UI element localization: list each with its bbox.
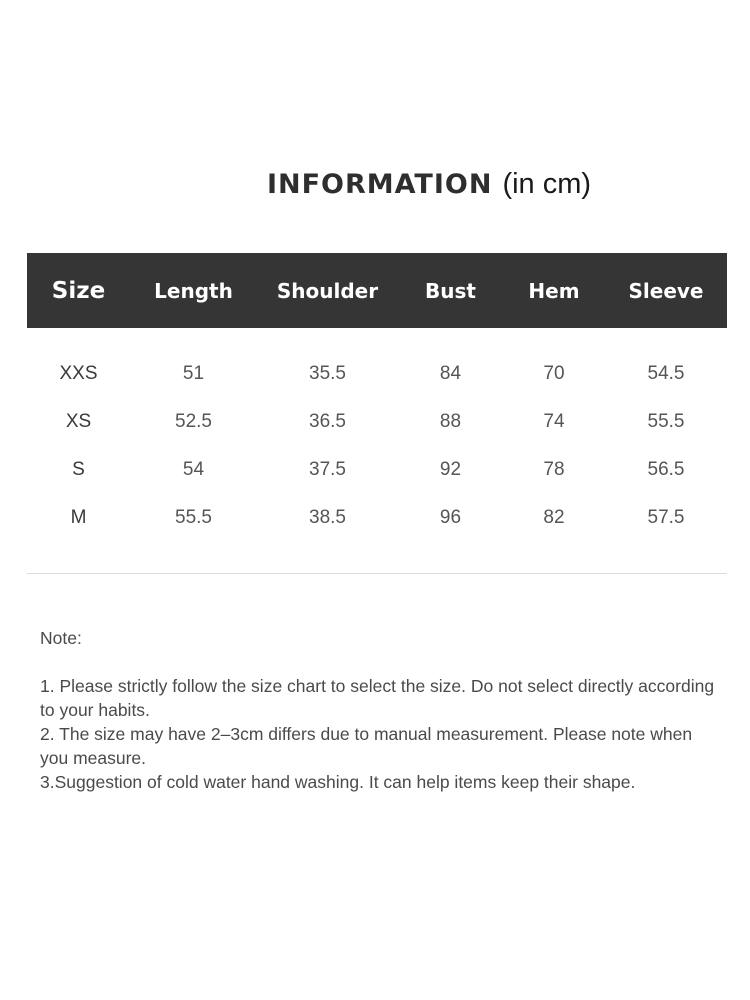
cell-hem: 78 <box>543 459 565 480</box>
table-header-row <box>27 253 727 328</box>
cell-shoulder: 35.5 <box>309 363 346 384</box>
title-main: INFORMATION <box>266 169 493 200</box>
cell-length: 55.5 <box>175 507 212 528</box>
cell-shoulder: 38.5 <box>309 507 346 528</box>
cell-hem: 70 <box>543 363 565 384</box>
note-heading: Note: <box>40 628 82 648</box>
header-size: Size <box>51 277 106 304</box>
table-row <box>27 446 727 494</box>
table-row <box>27 350 727 398</box>
cell-bust: 96 <box>439 507 462 528</box>
cell-length: 54 <box>182 459 205 480</box>
header-sleeve: Sleeve <box>628 278 704 303</box>
cell-bust: 88 <box>439 411 462 432</box>
title-unit: (in cm) <box>502 168 592 200</box>
cell-sleeve: 55.5 <box>647 411 685 432</box>
cell-size: M <box>70 507 87 528</box>
cell-length: 52.5 <box>175 411 212 432</box>
note-item: 1. Please strictly follow the size chart to select the size. Do not select directly according to your habits. <box>40 676 715 720</box>
cell-bust: 84 <box>439 363 462 384</box>
note-item: 2. The size may have 2–3cm differs due to manual measurement. Please note when you measure. <box>40 724 693 768</box>
header-shoulder: Shoulder <box>276 278 379 303</box>
cell-size: XXS <box>59 363 98 384</box>
cell-size: S <box>72 459 85 480</box>
cell-sleeve: 54.5 <box>647 363 685 384</box>
section-divider <box>27 573 727 574</box>
page-title <box>0 168 750 201</box>
cell-shoulder: 36.5 <box>309 411 346 432</box>
note-section <box>40 626 720 794</box>
cell-bust: 92 <box>439 459 462 480</box>
table-row <box>27 494 727 542</box>
size-chart-table <box>27 253 727 542</box>
cell-sleeve: 57.5 <box>647 507 685 528</box>
header-length: Length <box>154 278 233 303</box>
cell-hem: 82 <box>543 507 565 528</box>
cell-hem: 74 <box>543 411 565 432</box>
cell-shoulder: 37.5 <box>309 459 346 480</box>
cell-length: 51 <box>182 363 205 384</box>
header-hem: Hem <box>528 278 580 303</box>
cell-size: XS <box>65 411 92 432</box>
cell-sleeve: 56.5 <box>647 459 685 480</box>
header-bust: Bust <box>425 278 476 303</box>
table-row <box>27 398 727 446</box>
note-item: 3.Suggestion of cold water hand washing. It can help items keep their shape. <box>40 772 636 792</box>
